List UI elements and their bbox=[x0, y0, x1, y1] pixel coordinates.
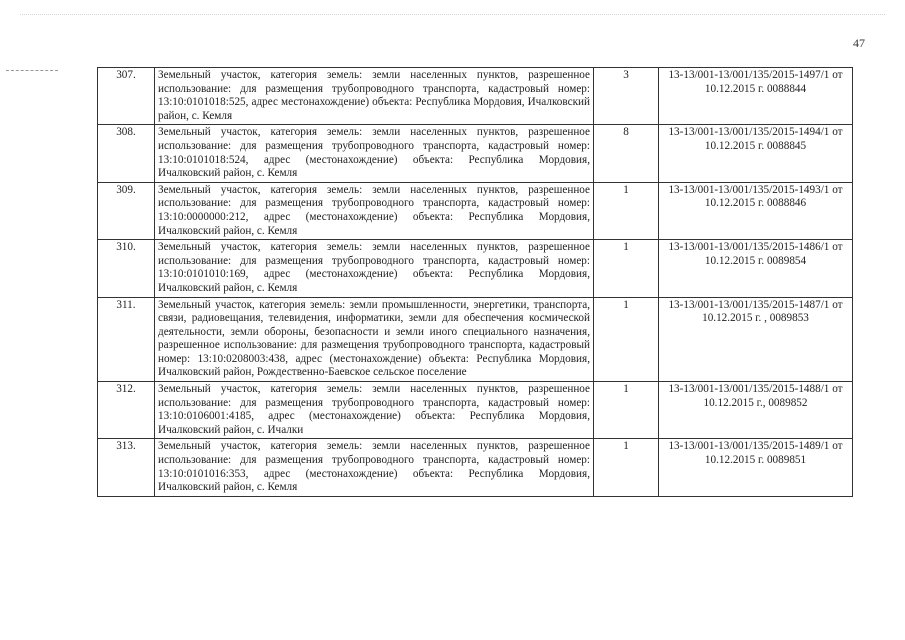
plot-description: Земельный участок, категория земель: земли населенных пунктов, разрешенное использование: для размещения трубопроводного транспорта, кадастровый номер: 13:10:0101010:169, адрес (местонахождение) объекта: Республика Мордовия, Ичалковский район, с. Кемля bbox=[155, 240, 594, 297]
plot-quantity: 1 bbox=[594, 297, 659, 382]
registration-record: 13-13/001-13/001/135/2015-1486/1 от 10.12.2015 г. 0089854 bbox=[659, 240, 853, 297]
table-row bbox=[98, 382, 853, 439]
plot-description: Земельный участок, категория земель: земли населенных пунктов, разрешенное использование: для размещения трубопроводного транспорта, кадастровый номер: 13:10:0101018:525, адрес местонахождение) объекта: Республика Мордовия, Ичалковский район, с. Кемля bbox=[155, 68, 594, 125]
plot-description: Земельный участок, категория земель: земли населенных пунктов, разрешенное использование: для размещения трубопроводного транспорта, кадастровый номер: 13:10:0101016:353, адрес (местонахождение) объекта: Республика Мордовия, Ичалковский район, с. Кемля bbox=[155, 439, 594, 496]
table-row bbox=[98, 297, 853, 382]
registration-record: 13-13/001-13/001/135/2015-1493/1 от 10.12.2015 г. 0088846 bbox=[659, 182, 853, 239]
plot-quantity: 1 bbox=[594, 382, 659, 439]
plot-description: Земельный участок, категория земель: земли населенных пунктов, разрешенное использование: для размещения трубопроводного транспорта, кадастровый номер: 13:10:0106001:4185, адрес (местонахождение) объекта: Республика Мордовия, Ичалковский район, с. Ичалки bbox=[155, 382, 594, 439]
table-row bbox=[98, 68, 853, 125]
plot-quantity: 1 bbox=[594, 439, 659, 496]
page-number: 47 bbox=[853, 36, 865, 50]
plot-quantity: 1 bbox=[594, 182, 659, 239]
row-number: 313. bbox=[98, 439, 155, 496]
scan-artifact-line bbox=[20, 14, 885, 16]
plot-quantity: 1 bbox=[594, 240, 659, 297]
plot-description: Земельный участок, категория земель: земли промышленности, энергетики, транспорта, связи, радиовещания, телевидения, информатики, земли для обеспечения космической деятельности, земли обороны, безопасности и земли иного специального назначения, разрешенное использование: для размещения трубопроводного транспорта, кадастровый номер: 13:10:0208003:438, адрес (местонахождение) объекта: Республика Мордовия, Ичалковский район, Рождественно-Баевское сельское поселение bbox=[155, 297, 594, 382]
row-number: 307. bbox=[98, 68, 155, 125]
registration-record: 13-13/001-13/001/135/2015-1494/1 от 10.12.2015 г. 0088845 bbox=[659, 125, 853, 182]
plot-description: Земельный участок, категория земель: земли населенных пунктов, разрешенное использование: для размещения трубопроводного транспорта, кадастровый номер: 13:10:0101018:524, адрес (местонахождение) объекта: Республика Мордовия, Ичалковский район, с. Кемля bbox=[155, 125, 594, 182]
row-number: 310. bbox=[98, 240, 155, 297]
row-number: 308. bbox=[98, 125, 155, 182]
registration-record: 13-13/001-13/001/135/2015-1488/1 от 10.12.2015 г., 0089852 bbox=[659, 382, 853, 439]
row-number: 309. bbox=[98, 182, 155, 239]
plot-quantity: 3 bbox=[594, 68, 659, 125]
plot-quantity: 8 bbox=[594, 125, 659, 182]
margin-mark bbox=[6, 70, 58, 72]
table-row bbox=[98, 125, 853, 182]
plot-description: Земельный участок, категория земель: земли населенных пунктов, разрешенное использование: для размещения трубопроводного транспорта, кадастровый номер: 13:10:0000000:212, адрес (местонахождение) объекта: Республика Мордовия, Ичалковский район, с. Кемля bbox=[155, 182, 594, 239]
registration-record: 13-13/001-13/001/135/2015-1489/1 от 10.12.2015 г. 0089851 bbox=[659, 439, 853, 496]
registration-record: 13-13/001-13/001/135/2015-1487/1 от 10.12.2015 г. , 0089853 bbox=[659, 297, 853, 382]
table-row bbox=[98, 439, 853, 496]
land-plot-registry-table bbox=[97, 67, 853, 497]
row-number: 312. bbox=[98, 382, 155, 439]
registration-record: 13-13/001-13/001/135/2015-1497/1 от 10.12.2015 г. 0088844 bbox=[659, 68, 853, 125]
table-row bbox=[98, 240, 853, 297]
row-number: 311. bbox=[98, 297, 155, 382]
table-row bbox=[98, 182, 853, 239]
